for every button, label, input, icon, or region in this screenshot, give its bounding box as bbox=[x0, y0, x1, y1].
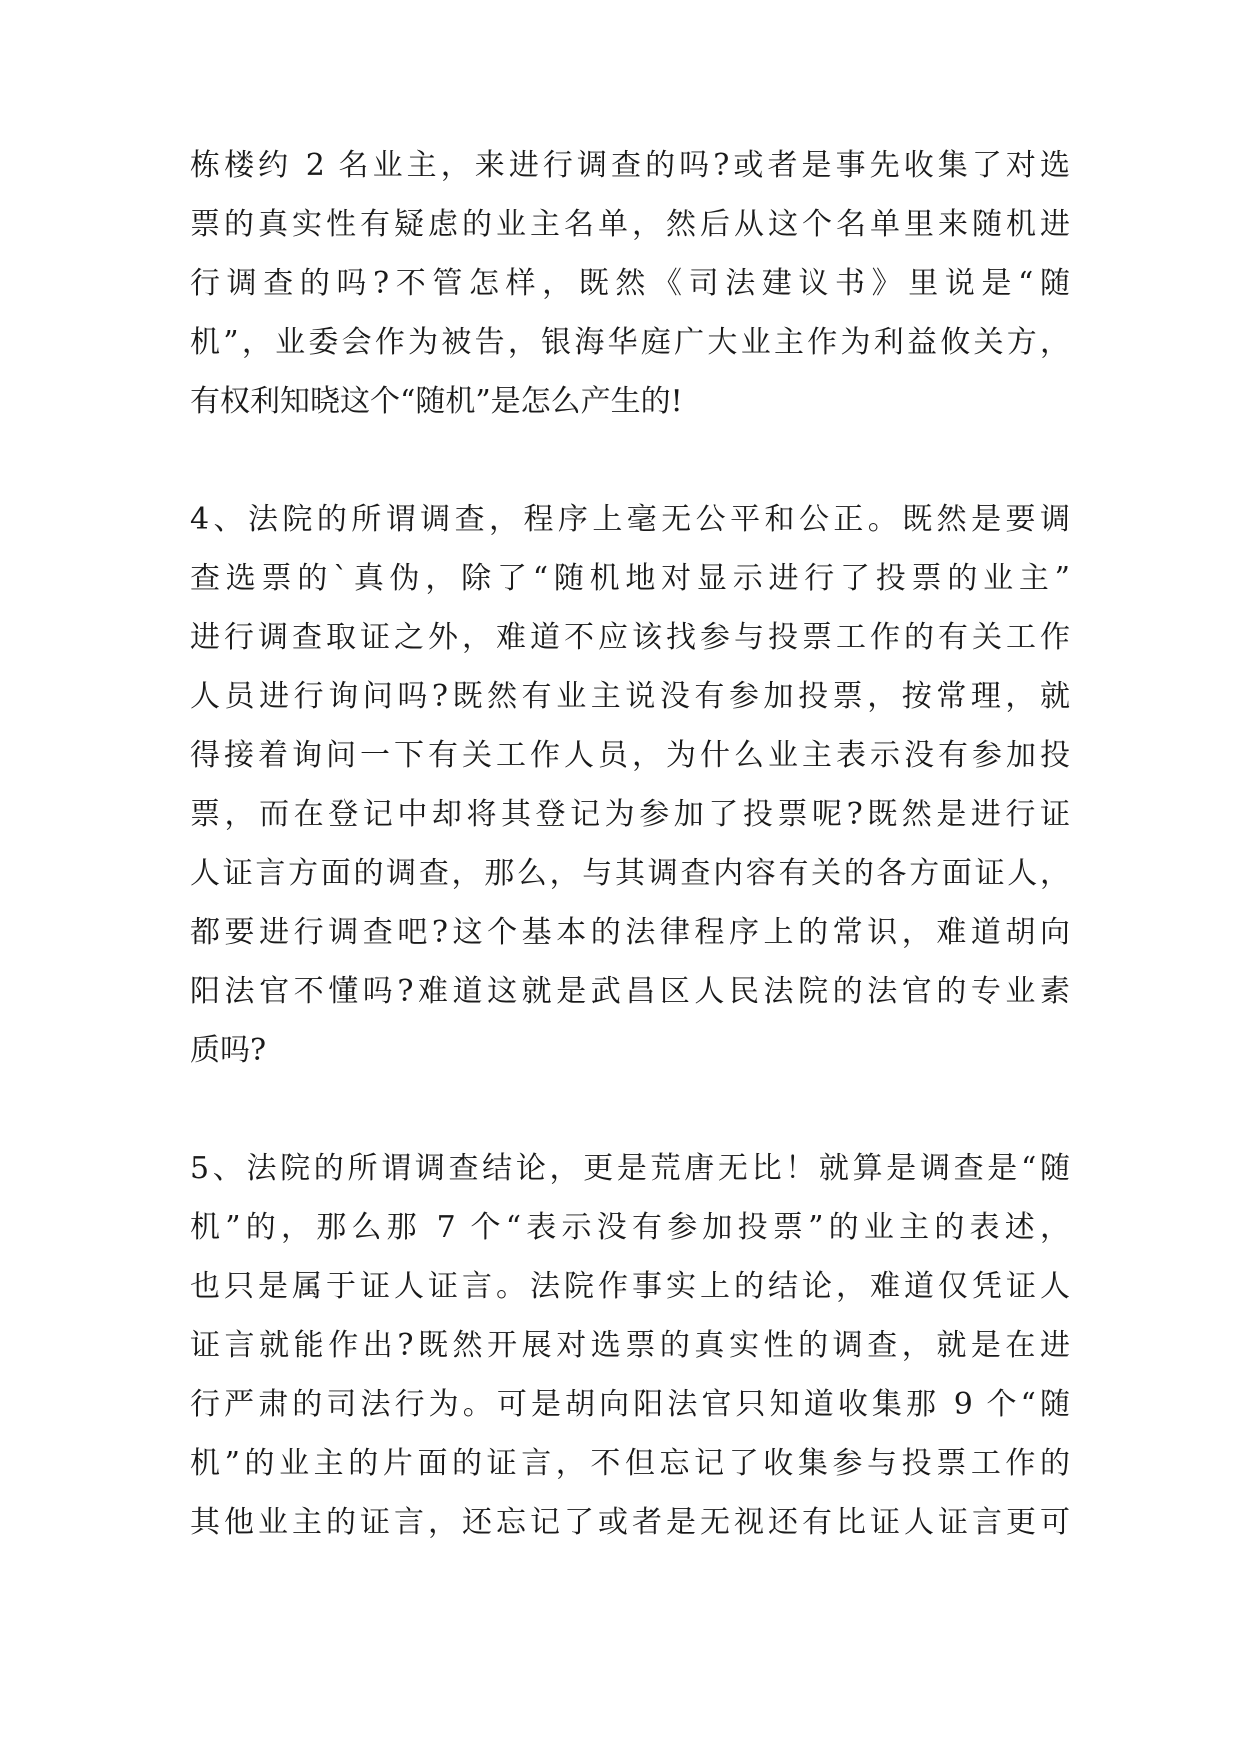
paragraph-3-line-5: 行严肃的司法行为。可是胡向阳法官只知道收集那 9 个“随 bbox=[190, 1387, 1070, 1422]
paragraph-2-line-2: 查选票的`真伪，除了“随机地对显示进行了投票的业主” bbox=[190, 561, 1070, 596]
paragraph-1-line-3: 行调查的吗?不管怎样，既然《司法建议书》里说是“随 bbox=[190, 266, 1070, 301]
paragraph-3-line-1: 5、法院的所谓调查结论，更是荒唐无比！就算是调查是“随 bbox=[190, 1151, 1070, 1186]
paragraph-2-line-6: 票，而在登记中却将其登记为参加了投票呢?既然是进行证 bbox=[190, 797, 1070, 832]
paragraph-3-line-6: 机”的业主的片面的证言，不但忘记了收集参与投票工作的 bbox=[190, 1446, 1070, 1481]
paragraph-2-line-7: 人证言方面的调查，那么，与其调查内容有关的各方面证人， bbox=[190, 856, 1070, 891]
paragraph-3-line-7: 其他业主的证言，还忘记了或者是无视还有比证人证言更可 bbox=[190, 1505, 1070, 1540]
paragraph-2-line-4: 人员进行询问吗?既然有业主说没有参加投票，按常理，就 bbox=[190, 679, 1070, 714]
paragraph-2-line-3: 进行调查取证之外，难道不应该找参与投票工作的有关工作 bbox=[190, 620, 1070, 655]
paragraph-2-line-8: 都要进行调查吧?这个基本的法律程序上的常识，难道胡向 bbox=[190, 915, 1070, 950]
paragraph-1-line-5: 有权利知晓这个“随机”是怎么产生的! bbox=[190, 384, 683, 419]
paragraph-3-line-2: 机”的，那么那 7 个“表示没有参加投票”的业主的表述， bbox=[190, 1210, 1070, 1245]
paragraph-1-line-1: 栋楼约 2 名业主，来进行调查的吗?或者是事先收集了对选 bbox=[190, 148, 1070, 183]
paragraph-3-line-3: 也只是属于证人证言。法院作事实上的结论，难道仅凭证人 bbox=[190, 1269, 1070, 1304]
paragraph-3-line-4: 证言就能作出?既然开展对选票的真实性的调查，就是在进 bbox=[190, 1328, 1070, 1363]
paragraph-2-line-9: 阳法官不懂吗?难道这就是武昌区人民法院的法官的专业素 bbox=[190, 974, 1070, 1009]
paragraph-2-line-1: 4、法院的所谓调查，程序上毫无公平和公正。既然是要调 bbox=[190, 502, 1070, 537]
paragraph-2-line-5: 得接着询问一下有关工作人员，为什么业主表示没有参加投 bbox=[190, 738, 1070, 773]
paragraph-2-line-10: 质吗? bbox=[190, 1033, 267, 1068]
paragraph-1-line-2: 票的真实性有疑虑的业主名单，然后从这个名单里来随机进 bbox=[190, 207, 1070, 242]
paragraph-1-line-4: 机”，业委会作为被告，银海华庭广大业主作为利益攸关方， bbox=[190, 325, 1070, 360]
